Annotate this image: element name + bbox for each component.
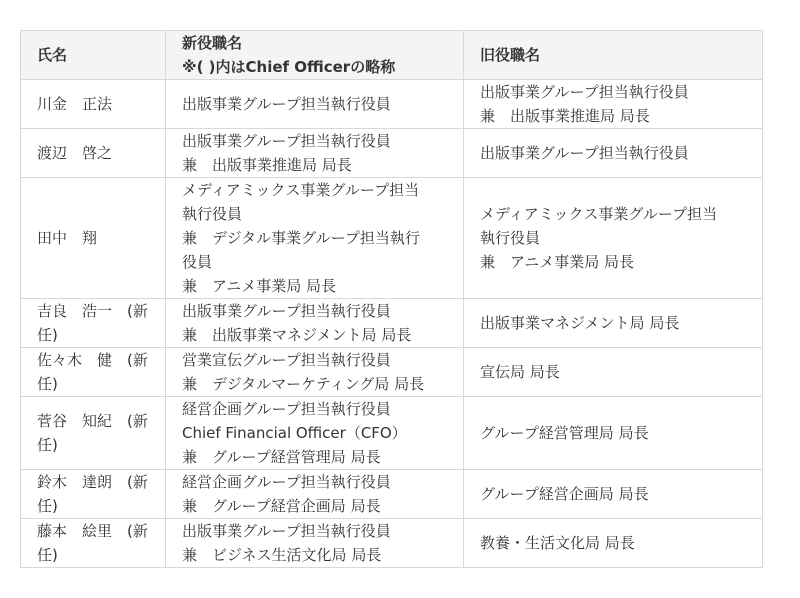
table-row bbox=[21, 519, 763, 568]
old-title-line: メディアミックス事業グループ担当 bbox=[480, 205, 718, 223]
old-title-cell bbox=[464, 178, 763, 299]
new-title-line: 執行役員 bbox=[182, 205, 243, 223]
new-title-cell bbox=[166, 348, 464, 397]
old-title-cell bbox=[464, 80, 763, 129]
table-row bbox=[21, 470, 763, 519]
officer-name: 田中 翔 bbox=[21, 178, 166, 299]
old-title-cell bbox=[464, 397, 763, 470]
new-title-line: 兼 グループ経営企画局 局長 bbox=[182, 497, 381, 515]
new-title-line: 出版事業グループ担当執行役員 bbox=[182, 132, 391, 150]
old-title-line: グループ経営企画局 局長 bbox=[480, 485, 649, 503]
old-title-line: 教養・生活文化局 局長 bbox=[480, 534, 635, 552]
new-title-cell bbox=[166, 299, 464, 348]
new-title-cell bbox=[166, 80, 464, 129]
old-title-cell bbox=[464, 348, 763, 397]
table-body bbox=[21, 80, 763, 568]
table-row bbox=[21, 80, 763, 129]
header-row bbox=[21, 31, 763, 80]
table-row bbox=[21, 129, 763, 178]
table-row bbox=[21, 397, 763, 470]
old-title-line: グループ経営管理局 局長 bbox=[480, 424, 649, 442]
table-row bbox=[21, 178, 763, 299]
header-name: 氏名 bbox=[21, 31, 166, 80]
old-title-line: 兼 アニメ事業局 局長 bbox=[480, 253, 635, 271]
old-title-line: 出版事業マネジメント局 局長 bbox=[480, 314, 680, 332]
old-title-line: 出版事業グループ担当執行役員 bbox=[480, 144, 689, 162]
new-title-line: 兼 出版事業マネジメント局 局長 bbox=[182, 326, 412, 344]
new-title-line: メディアミックス事業グループ担当 bbox=[182, 181, 420, 199]
new-title-line: 兼 アニメ事業局 局長 bbox=[182, 277, 337, 295]
new-title-cell bbox=[166, 519, 464, 568]
new-title-line: 営業宣伝グループ担当執行役員 bbox=[182, 351, 391, 369]
new-title-line: 出版事業グループ担当執行役員 bbox=[182, 95, 391, 113]
new-title-line: 兼 グループ経営管理局 局長 bbox=[182, 448, 381, 466]
new-title-line: 兼 デジタルマーケティング局 局長 bbox=[182, 375, 425, 393]
new-title-cell bbox=[166, 397, 464, 470]
new-title-line: 出版事業グループ担当執行役員 bbox=[182, 302, 391, 320]
officer-name: 菅谷 知紀 (新任) bbox=[21, 397, 166, 470]
header-old-title: 旧役職名 bbox=[464, 31, 763, 80]
officer-name: 佐々木 健 (新任) bbox=[21, 348, 166, 397]
old-title-cell bbox=[464, 519, 763, 568]
new-title-line: 兼 ビジネス生活文化局 局長 bbox=[182, 546, 382, 564]
new-title-line: 兼 出版事業推進局 局長 bbox=[182, 156, 352, 174]
old-title-line: 兼 出版事業推進局 局長 bbox=[480, 107, 650, 125]
old-title-line: 出版事業グループ担当執行役員 bbox=[480, 83, 689, 101]
officer-name: 渡辺 啓之 bbox=[21, 129, 166, 178]
new-title-line: 役員 bbox=[182, 253, 213, 271]
table-header bbox=[21, 31, 763, 80]
old-title-cell bbox=[464, 299, 763, 348]
old-title-line: 宣伝局 局長 bbox=[480, 363, 560, 381]
officer-name: 鈴木 達朗 (新任) bbox=[21, 470, 166, 519]
new-title-line: 兼 デジタル事業グループ担当執行 bbox=[182, 229, 420, 247]
old-title-cell bbox=[464, 470, 763, 519]
new-title-cell bbox=[166, 178, 464, 299]
officer-name: 藤本 絵里 (新任) bbox=[21, 519, 166, 568]
old-title-cell bbox=[464, 129, 763, 178]
table-row bbox=[21, 348, 763, 397]
old-title-line: 執行役員 bbox=[480, 229, 541, 247]
officer-table bbox=[20, 30, 763, 568]
header-new-title bbox=[166, 31, 464, 80]
header-new-title-line2: ※( )内はChief Officerの略称 bbox=[182, 58, 396, 76]
officer-name: 吉良 浩一 (新任) bbox=[21, 299, 166, 348]
table-row bbox=[21, 299, 763, 348]
new-title-line: 経営企画グループ担当執行役員 bbox=[182, 473, 391, 491]
new-title-cell bbox=[166, 129, 464, 178]
officer-name: 川金 正法 bbox=[21, 80, 166, 129]
new-title-cell bbox=[166, 470, 464, 519]
new-title-line: Chief Financial Officer（CFO） bbox=[182, 424, 407, 442]
new-title-line: 出版事業グループ担当執行役員 bbox=[182, 522, 391, 540]
header-new-title-line1: 新役職名 bbox=[182, 34, 243, 52]
new-title-line: 経営企画グループ担当執行役員 bbox=[182, 400, 391, 418]
